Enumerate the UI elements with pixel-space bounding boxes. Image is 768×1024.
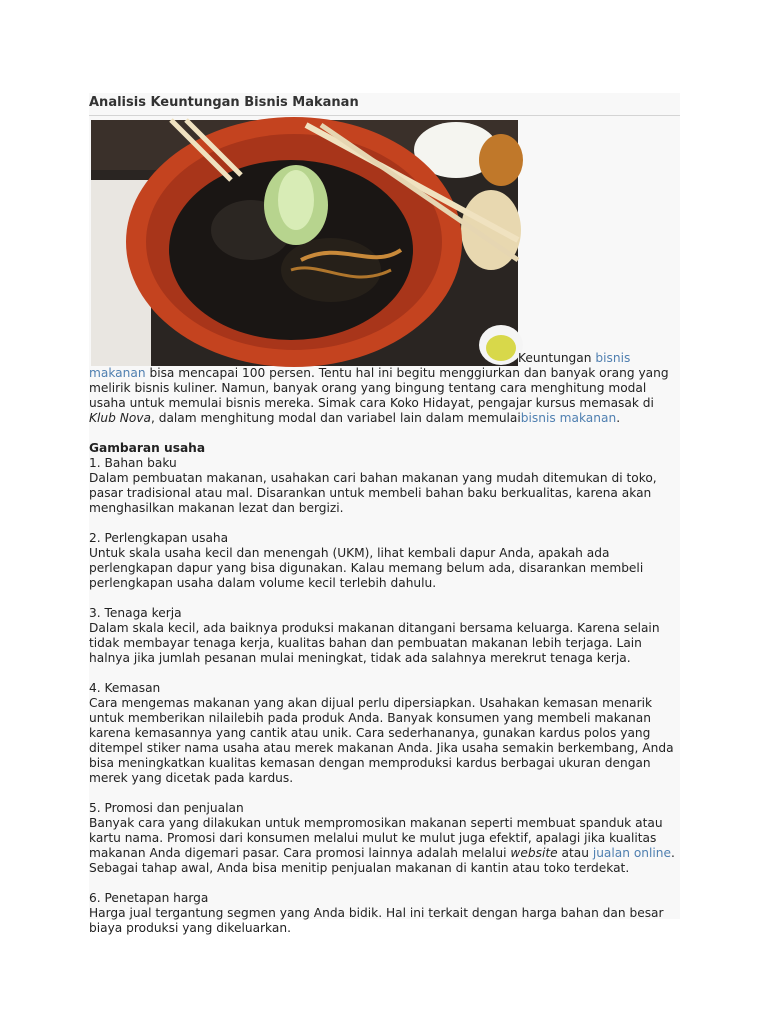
article-content [89, 116, 680, 936]
section-heading: 1. Bahan baku [89, 456, 177, 470]
promo-text-3: . Sebagai tahap awal, Anda bisa menitip penjualan makanan di kantin atau toko terdekat. [89, 846, 675, 875]
section-body [89, 816, 680, 876]
section-2 [89, 531, 680, 591]
section-body: Cara mengemas makanan yang akan dijual perlu dipersiapkan. Usahakan kemasan menarik untuk memberikan nilailebih pada produk Anda. Banyak konsumen yang membeli makanan karena kemasannya yang cantik atau unik. Cara sederhananya, gunakan kardus polos yang ditempel stiker nama usaha atau merek makanan Anda. Jika usaha semakin berkembang, Anda bisa meningkatkan kualitas kemasan dengan memproduksi kardus berbagai ukuran dengan merek yang dicetak pada kardus. [89, 696, 674, 785]
intro-text-4: . [616, 411, 621, 425]
intro-text-2: bisa mencapai 100 persen. Tentu hal ini begitu menggiurkan dan banyak orang yang melirik bisnis kuliner. Namun, banyak orang yang bingung tentang cara menghitung modal usaha untuk memulai bisnis mereka. Simak cara Koko Hidayat, pengajar kursus memasak di [89, 366, 669, 410]
section-body: Untuk skala usaha kecil dan menengah (UKM), lihat kembali dapur Anda, apakah ada perlengkapan dapur yang bisa digunakan. Kalau memang belum ada, disarankan membeli perlengkapan usaha dalam volume kecil terlebih dahulu. [89, 546, 644, 590]
bisnis-makanan-link-2[interactable]: bisnis makanan [520, 411, 617, 425]
section-6 [89, 891, 680, 936]
section-heading: 4. Kemasan [89, 681, 161, 695]
section-heading: 5. Promosi dan penjualan [89, 801, 244, 815]
article-title: Analisis Keuntungan Bisnis Makanan [89, 93, 680, 116]
klub-nova-text: Klub Nova [89, 411, 151, 425]
jualan-online-link[interactable]: jualan online [592, 846, 672, 860]
promo-text-2: atau [557, 846, 593, 860]
section-4 [89, 681, 680, 786]
section-heading: 3. Tenaga kerja [89, 606, 182, 620]
section-subheading: Gambaran usaha [89, 441, 206, 455]
intro-text-3: , dalam menghitung modal dan variabel lain dalam memulai [150, 411, 521, 425]
section-1 [89, 456, 680, 516]
website-text: website [510, 846, 558, 860]
article [89, 93, 680, 935]
section-5 [89, 801, 680, 876]
section-body: Harga jual tergantung segmen yang Anda bidik. Hal ini terkait dengan harga bahan dan besar biaya produksi yang dikeluarkan. [89, 906, 664, 935]
section-heading: 6. Penetapan harga [89, 891, 209, 905]
bisnis-makanan-link-1[interactable]: bisnis makanan [89, 351, 631, 380]
section-heading: 2. Perlengkapan usaha [89, 531, 229, 545]
intro-text-1: Keuntungan [518, 351, 596, 365]
promo-text-1: Banyak cara yang dilakukan untuk mempromosikan makanan seperti membuat spanduk atau kartu nama. Promosi dari konsumen melalui mulut ke mulut juga efektif, apalagi jika kualitas makanan Anda digemari pasar. Cara promosi lainnya adalah melalui [89, 816, 663, 860]
food-photo [91, 120, 518, 366]
section-body: Dalam skala kecil, ada baiknya produksi makanan ditangani bersama keluarga. Karena selain tidak membayar tenaga kerja, kualitas bahan dan pembuatan makanan lebih terjaga. Lain halnya jika jumlah pesanan mulai meningkat, tidak ada salahnya merekrut tenaga kerja. [89, 621, 660, 665]
section-3 [89, 606, 680, 666]
section-body: Dalam pembuatan makanan, usahakan cari bahan makanan yang mudah ditemukan di toko, pasar tradisional atau mal. Disarankan untuk membeli bahan baku berkualitas, karena akan menghasilkan makanan lezat dan bergizi. [89, 471, 657, 515]
intro-paragraph [89, 120, 680, 426]
